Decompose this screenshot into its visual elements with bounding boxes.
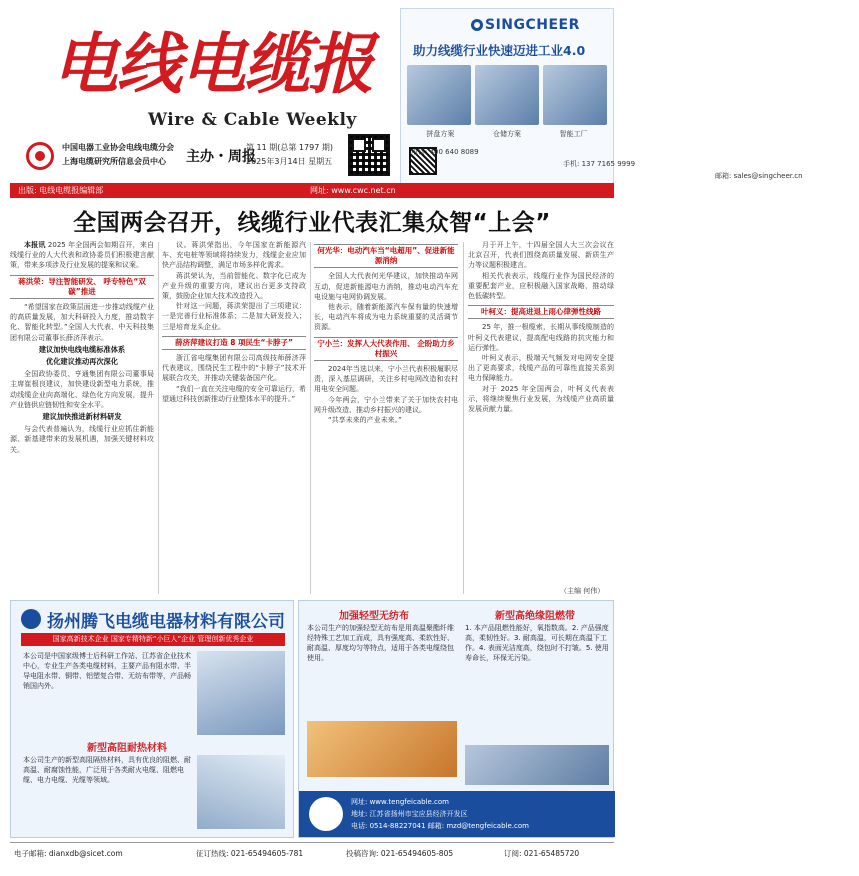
tengfei-logo-icon: [21, 609, 41, 629]
paragraph: 对于 2025 年全国两会，叶柯义代表表示，将继续聚焦行业发展，为线缆产业高质量发展贡献力量。: [468, 384, 614, 414]
main-headline: 全国两会召开，线缆行业代表汇集众智“上会”: [73, 210, 551, 236]
company-logo-icon: [309, 797, 343, 831]
ad-company-name: 扬州腾飞电缆电器材料有限公司: [47, 612, 285, 632]
ad-caption: 仓储方案: [492, 130, 521, 138]
paragraph: 他表示，随着新能源汽车保有量的快速增长，电动汽车将成为电力系统重要的灵活调节资源。: [314, 303, 458, 332]
ad-contact-line: 电话: 0514-88227041 邮箱: mzd@tengfeicable.com: [351, 822, 529, 830]
ad-email[interactable]: 邮箱: sales@singcheer.cn: [715, 172, 803, 180]
newspaper-title: 电线电缆报: [52, 25, 372, 103]
column-divider: [463, 242, 464, 594]
newspaper-title-en: Wire & Cable Weekly: [148, 110, 357, 130]
ad-photo-strip: [407, 65, 607, 125]
footer-divider: [10, 842, 614, 843]
section-subhead: 优化建议推动再次深化: [46, 357, 118, 367]
paragraph: 与会代表普遍认为，线缆行业应抓住新能源、新基建带来的发展机遇，加强关键材料攻关。: [10, 425, 154, 454]
section-subhead: 叶柯义：提高进退上雨心律弹性线路: [468, 305, 614, 319]
organizer-line-1: 中国电器工业协会电线电缆分会: [62, 143, 174, 152]
paragraph: 月于开上午，十四届全国人大三次会议在北京召开，代表们围绕高质量发展、新质生产力等议题积极建言。: [468, 241, 614, 270]
ad-product-heading: 新型高阻耐热材料: [87, 743, 167, 754]
paragraph: 叶柯义表示，极端天气频发对电网安全提出了更高要求，线缆产品的可靠性直接关系到电力保障能力。: [468, 354, 614, 383]
paragraph: 全国人大代表何光华建议，加快推动车网互动，促进新能源电力消纳，推动电动汽车充电设施与电网协调发展。: [314, 272, 458, 301]
paragraph: 蒋洪荣认为，当前智能化、数字化已成为产业升级的重要方向，建议出台更多支持政策，鼓励企业加大技术改造投入。: [162, 271, 306, 301]
header-advertisement[interactable]: [400, 8, 803, 186]
article-column-1: [10, 240, 154, 596]
product-2-heading: 新型高绝缘阻燃带: [495, 611, 575, 622]
column-divider: [158, 242, 159, 594]
ad-photo-1: [407, 65, 471, 125]
product-photo: [197, 755, 285, 829]
paragraph: 议。蒋洪荣指出，今年国家在新能源汽车、充电桩等领域将持续发力，线缆企业应加快产品结构调整，满足市场多样化需求。: [162, 241, 306, 270]
article-column-4: [468, 240, 614, 588]
paragraph: 浙江省电缆集团有限公司高级技师薛济萍代表建议，围绕民生工程中的“卡脖子”技术开展联合攻关，并推动关键装备国产化。: [162, 354, 306, 383]
ad-address: 地址: 江苏省扬州市宝应县经济开发区: [351, 810, 468, 818]
article-lead: 本报讯: [24, 241, 46, 249]
ad-photo-3: [543, 65, 607, 125]
product-1-text: 本公司生产的加强轻型无纺布是用高温聚酯纤维经特殊工艺加工而成，具有强度高、柔软性好、耐高温、厚度均匀等特点，适用于各类电缆绕包使用。: [307, 624, 454, 662]
association-logo-icon: [26, 142, 54, 170]
editor-credit: （主编 何伟）: [560, 587, 605, 595]
ad-caption: 拼盘方案: [426, 130, 455, 138]
paragraph: 2025 年全国两会如期召开，来自线缆行业的人大代表和政协委员们积极建言献策，带来多项涉及行业发展的提案和议案。: [10, 241, 155, 270]
issue-date: 2025年3月14日 星期五: [246, 157, 333, 166]
paragraph: 2024年当选以来，宁小兰代表积极履职尽责，深入基层调研，关注乡村电网改造和农村用电安全问题。: [314, 365, 458, 394]
ad-website[interactable]: 网址: www.tengfeicable.com: [351, 798, 449, 806]
paragraph: “我们一直在关注电缆的安全可靠运行，希望通过科技创新推动行业整体水平的提升。”: [162, 384, 306, 403]
qr-code-icon[interactable]: [348, 134, 390, 176]
paragraph: “希望国家在政策层面进一步推动线缆产业的高质量发展，加大科研投入力度，推动数字化、智能化转型。”全国人大代表、中天科技集团有限公司董事长薛济萍表示。: [10, 303, 154, 342]
singcheer-logo-icon: [471, 19, 483, 31]
website-link[interactable]: 网址: www.cwc.net.cn: [310, 186, 396, 195]
tengfei-company-ad[interactable]: [10, 600, 294, 838]
factory-photo: [197, 651, 285, 735]
paragraph: 针对这一问题，蒋洪荣提出了三项建议：一是完善行业标准体系；二是加大研发投入；三是培育龙头企业。: [162, 302, 306, 331]
paragraph: 今年两会，宁小兰带来了关于加快农村电网升级改造、推动乡村振兴的建议。: [314, 395, 458, 414]
ad-honor-banner: 国家高新技术企业 国家专精特新“小巨人”企业 管理创新优秀企业: [21, 633, 285, 646]
product-2-text: 1. 本产品阻燃性能好，氧指数高。2. 产品强度高，柔韧性好。3. 耐高温，可长期在高温下工作。4. 表面光洁度高，绕包时不打皱。5. 使用寿命长，环保无污染。: [465, 624, 609, 662]
article-column-2: [162, 240, 306, 596]
sponsor-label: 主办・周报: [186, 149, 256, 165]
organizer-line-2: 上海电缆研究所信息会员中心: [62, 157, 166, 166]
ad-intro-text: 本公司是中国家级博士后科研工作站、江苏省企业技术中心，专业生产各类电缆材料，主要产品有阻水带、半导电阻水带、铜带、铝塑复合带、无纺布带等，产品畅销国内外。: [23, 652, 191, 690]
footer-subscription-hotline: 征订热线: 021-65494605-781: [196, 849, 304, 858]
section-subhead: 蒋洪荣：导注智能研发、 呼专特色“双碳”推进: [10, 275, 154, 299]
section-subhead: 何光华：电动汽车当“电超用”、促进新能源消纳: [314, 244, 458, 268]
ad-tel: 电话: 400 640 8089: [411, 148, 479, 156]
paragraph: 相关代表表示，线缆行业作为国民经济的重要配套产业，应积极融入国家战略，推动绿色低碳转型。: [468, 271, 614, 301]
section-subhead: 建议加快推进新材料研发: [42, 412, 122, 422]
column-divider: [310, 242, 311, 594]
publisher-label: 出版: 电线电缆报编辑部: [18, 186, 104, 195]
footer-subscribe: 订阅: 021-65485720: [504, 849, 580, 858]
ad-caption: 智能工厂: [559, 130, 588, 138]
paragraph: 25 年，推一根缆索，长期从事线缆制造的叶柯义代表建议，提高配电线路的抗灾能力和运行弹性。: [468, 323, 614, 352]
ad-contact-footer: [299, 791, 615, 837]
product-2-photo: [465, 745, 609, 785]
section-subhead: 建议加快电线电缆标准体系: [38, 344, 126, 354]
ad-slogan: 助力线缆行业快速迈进工业4.0: [413, 43, 586, 58]
article-column-3: [314, 240, 458, 596]
paragraph: 全国政协委员、亨通集团有限公司董事局主席崔根良建议，加快建设新型电力系统，推动线缆企业向高端化、绿色化方向发展，提升产业链供应链韧性和安全水平。: [10, 370, 154, 409]
issue-number: 第 11 期(总第 1797 期): [246, 143, 333, 152]
ad-brand-name: SINGCHEER: [485, 17, 580, 33]
product-1-photo: [307, 721, 457, 777]
product-1-heading: 加强轻型无纺布: [339, 611, 409, 622]
ad-product-text: 本公司生产的新型高阻隔热材料，具有优良的阻燃、耐高温、耐腐蚀性能，广泛用于各类耐火电缆、阻燃电缆、电力电缆、光缆等领域。: [23, 756, 191, 784]
section-subhead: 薛济萍建议打造 8 项民生“卡脖子”: [162, 336, 306, 350]
product-ad[interactable]: [298, 600, 614, 838]
footer-email[interactable]: 电子邮箱: dianxdb@sicet.com: [14, 849, 123, 858]
ad-phone: 手机: 137 7165 9999: [563, 160, 636, 168]
footer-submission-hotline: 投稿咨询: 021-65494605-805: [346, 849, 454, 858]
ad-captions: [407, 129, 607, 139]
paragraph: “共享未来的产业未来。”: [328, 416, 402, 425]
masthead: [0, 0, 803, 196]
publisher-info-bar: [10, 183, 614, 198]
section-subhead: 宁小兰：发挥人大代表作用、 企盼助力乡村振兴: [314, 337, 458, 361]
ad-photo-2: [475, 65, 539, 125]
